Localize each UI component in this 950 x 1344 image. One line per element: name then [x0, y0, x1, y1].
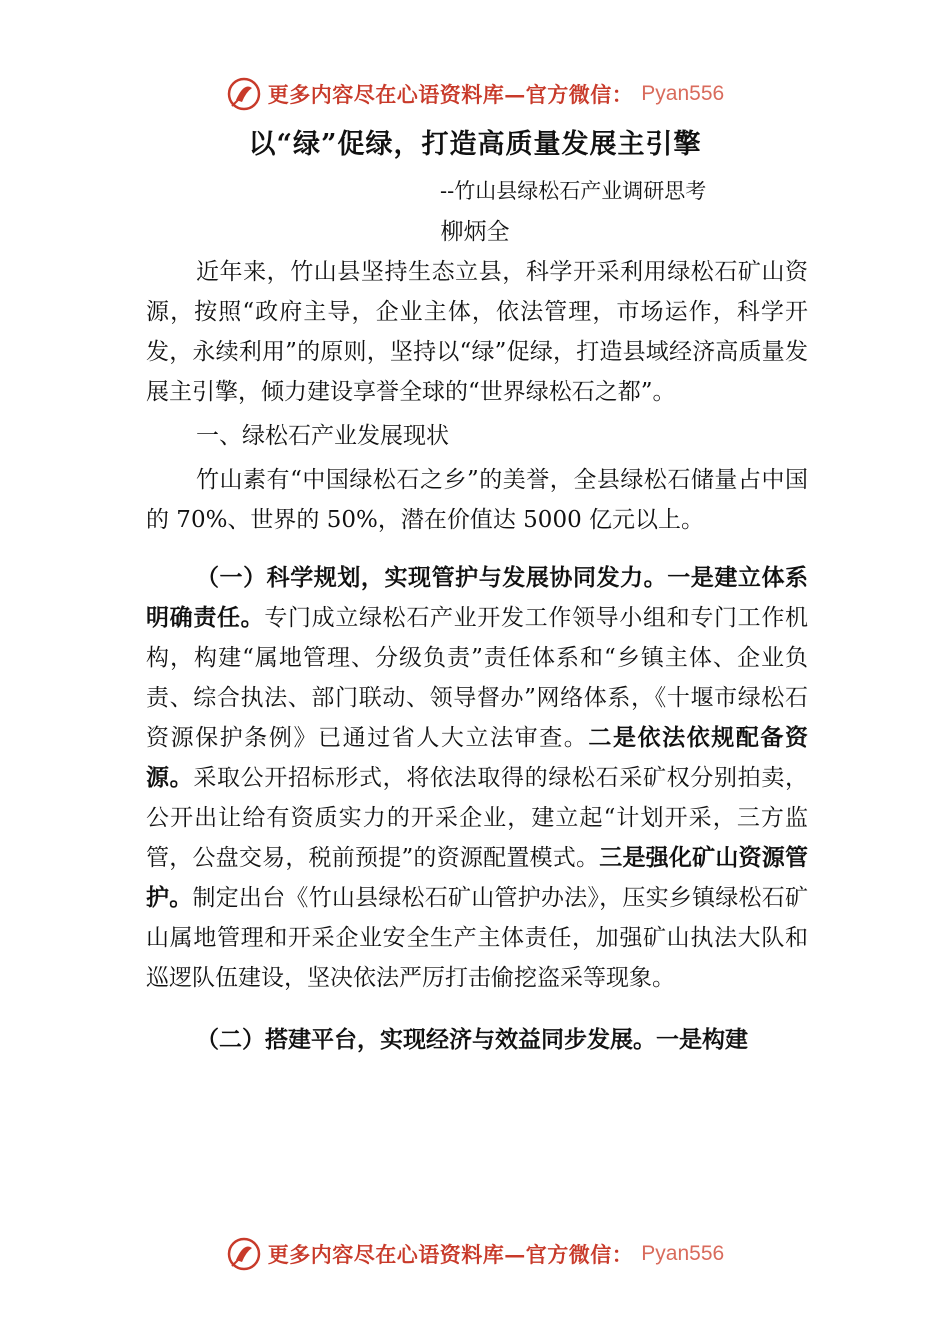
- footer-banner: [0, 1232, 950, 1276]
- subsection-1-point-2: 二是依法依规配备资源。: [146, 725, 809, 791]
- header-banner: [0, 72, 950, 116]
- subsection-1-heading: （一）科学规划，实现管护与发展协同发力。一是建立体系明确责任。: [146, 565, 808, 631]
- subsection-2-paragraph: [146, 1020, 808, 1060]
- logo-icon: [226, 76, 262, 112]
- subsection-1-paragraph: [146, 558, 808, 998]
- banner-wechat-id: Pyan556: [641, 82, 725, 105]
- subsection-1-text-1: 专门成立绿松石产业开发工作领导小组和专门工作机构，构建“属地管理、分级负责”责任体系和“乡镇主体、企业负责、综合执法、部门联动、领导督办”网络体系，《十堰市绿松石资源保护条例》已通过省人大立法审查。: [146, 605, 809, 751]
- banner-text: 更多内容尽在心语资料库—官方微信：: [267, 1242, 634, 1267]
- intro-paragraph: 近年来，竹山县坚持生态立县，科学开采利用绿松石矿山资源，按照“政府主导，企业主体，依法管理，市场运作，科学开发，永续利用”的原则，坚持以“绿”促绿，打造县域经济高质量发展主引擎，倾力建设享誉全球的“世界绿松石之都”。: [146, 259, 808, 405]
- subsection-1-text-2: 采取公开招标形式，将依法取得的绿松石采矿权分别拍卖，公开出让给有资质实力的开采企业，建立起“计划开采，三方监管，公盘交易，税前预提”的资源配置模式。: [146, 765, 809, 871]
- logo-icon: [226, 1236, 262, 1272]
- status-paragraph: 竹山素有“中国绿松石之乡”的美誉，全县绿松石储量占中国的 70%、世界的 50%，潜在价值达 5000 亿元以上。: [146, 467, 808, 533]
- document-author: 柳炳全: [440, 219, 510, 245]
- document-body: [146, 252, 808, 1060]
- section-heading-1: 一、绿松石产业发展现状: [196, 423, 449, 449]
- banner-wechat-id: Pyan556: [641, 1242, 725, 1265]
- banner-text: 更多内容尽在心语资料库—官方微信：: [267, 82, 634, 107]
- subsection-2-heading: （二）搭建平台，实现经济与效益同步发展。一是构建: [196, 1027, 748, 1053]
- subsection-1-point-3: 三是强化矿山资源管护。: [146, 845, 808, 911]
- document-subtitle: --竹山县绿松石产业调研思考: [440, 179, 707, 203]
- document-title: 以“绿”促绿，打造高质量发展主引擎: [248, 129, 702, 160]
- subsection-1-text-3: 制定出台《竹山县绿松石矿山管护办法》，压实乡镇绿松石矿山属地管理和开采企业安全生产主体责任，加强矿山执法大队和巡逻队伍建设，坚决依法严厉打击偷挖盗采等现象。: [146, 885, 809, 991]
